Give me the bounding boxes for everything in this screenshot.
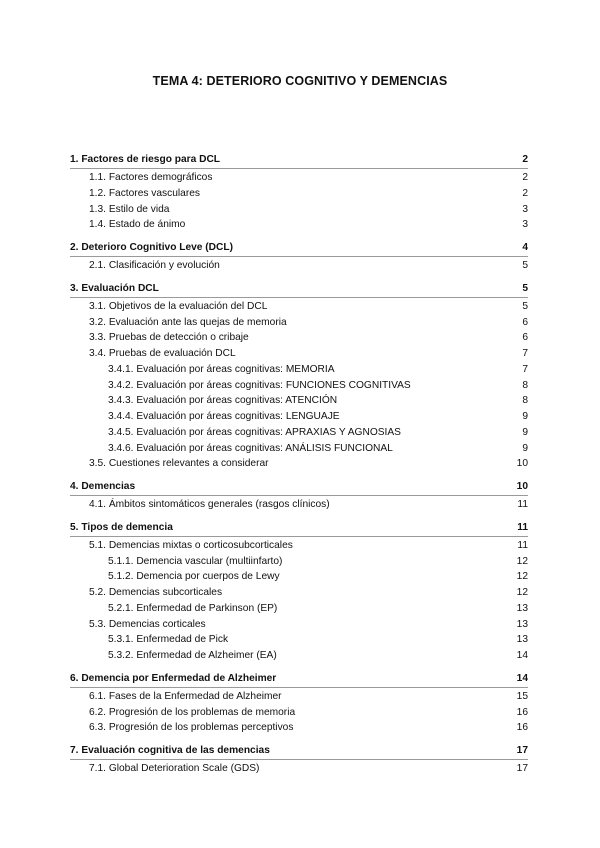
toc-page-number: 16 — [516, 722, 528, 734]
toc-subsubsection-entry[interactable] — [70, 378, 528, 394]
toc-entry-label: 6.3. Progresión de los problemas perceptivos — [89, 722, 294, 734]
toc-subsection-entry[interactable] — [70, 538, 528, 554]
toc-page-number: 11 — [517, 499, 528, 510]
toc-subsubsection-entry[interactable] — [70, 601, 528, 617]
toc-section — [70, 152, 528, 233]
toc-subsubsection-entry[interactable] — [70, 362, 528, 378]
toc-subsection-entry[interactable] — [70, 720, 528, 736]
toc-page-number: 6 — [522, 332, 528, 344]
toc-entry-label: 3.4.5. Evaluación por áreas cognitivas: APRAXIAS Y AGNOSIAS — [108, 426, 401, 438]
toc-entry-label: 3.2. Evaluación ante las quejas de memoria — [89, 316, 287, 328]
toc-entry-label: 3.4.2. Evaluación por áreas cognitivas: FUNCIONES COGNITIVAS — [108, 379, 411, 391]
toc-page-number: 2 — [522, 187, 528, 199]
toc-entry-label: 5.3. Demencias corticales — [89, 618, 206, 630]
toc-page-number: 5 — [522, 300, 528, 312]
toc-entry-label: 6.2. Progresión de los problemas de memoria — [89, 706, 296, 718]
toc-entry-label: 3.4.6. Evaluación por áreas cognitivas: ANÁLISIS FUNCIONAL — [108, 442, 393, 454]
toc-entry-label: 2.1. Clasificación y evolución — [89, 260, 220, 271]
toc-subsection-entry[interactable] — [70, 170, 528, 186]
toc-entry-label: 5.2.1. Enfermedad de Parkinson (EP) — [108, 602, 278, 614]
toc-subsection-entry[interactable] — [70, 705, 528, 721]
toc-page-number: 14 — [516, 650, 528, 661]
toc-page-number: 13 — [516, 602, 528, 614]
toc-page-number: 12 — [516, 571, 528, 583]
toc-subsection-entry[interactable] — [70, 497, 528, 513]
toc-page-number: 10 — [516, 458, 528, 470]
toc-section-heading[interactable] — [70, 281, 528, 298]
toc-subsection-entry[interactable] — [70, 456, 528, 472]
toc-subsubsection-entry[interactable] — [70, 393, 528, 409]
toc-subsubsection-entry[interactable] — [70, 409, 528, 425]
toc-entry-label: 1.4. Estado de ánimo — [89, 219, 186, 231]
toc-page-number: 12 — [516, 587, 528, 598]
toc-page-number: 13 — [516, 618, 528, 630]
toc-section — [70, 240, 528, 274]
toc-entry-label: 6.1. Fases de la Enfermedad de Alzheimer — [89, 690, 282, 702]
toc-entry-label: 5.3.1. Enfermedad de Pick — [108, 634, 229, 646]
toc-subsection-entry[interactable] — [70, 761, 528, 777]
toc-page-number: 9 — [522, 442, 528, 454]
toc-page-number: 10 — [516, 481, 528, 492]
toc-entry-label: 2. Deterioro Cognitivo Leve (DCL) — [70, 242, 234, 253]
toc-section — [70, 520, 528, 664]
toc-page-number: 9 — [522, 426, 528, 438]
toc-page-number: 8 — [522, 395, 528, 407]
toc-entry-label: 5. Tipos de demencia — [70, 521, 173, 533]
toc-subsubsection-entry[interactable] — [70, 569, 528, 585]
toc-entry-label: 3. Evaluación DCL — [70, 282, 159, 294]
toc-section-heading[interactable] — [70, 743, 528, 760]
toc-page-number: 4 — [522, 242, 528, 253]
toc-entry-label: 1.2. Factores vasculares — [89, 187, 200, 199]
table-of-contents — [70, 152, 528, 784]
toc-entry-label: 3.5. Cuestiones relevantes a considerar — [89, 458, 269, 470]
toc-page-number: 8 — [522, 379, 528, 391]
toc-page-number: 2 — [522, 172, 528, 183]
toc-subsection-entry[interactable] — [70, 299, 528, 315]
toc-section-heading[interactable] — [70, 671, 528, 688]
toc-section-heading[interactable] — [70, 152, 528, 169]
toc-entry-label: 5.1.2. Demencia por cuerpos de Lewy — [108, 571, 280, 583]
toc-entry-label: 4.1. Ámbitos sintomáticos generales (rasgos clínicos) — [89, 499, 330, 510]
toc-subsection-entry[interactable] — [70, 217, 528, 233]
toc-subsubsection-entry[interactable] — [70, 632, 528, 648]
toc-subsubsection-entry[interactable] — [70, 554, 528, 570]
toc-page-number: 14 — [516, 672, 528, 684]
toc-subsection-entry[interactable] — [70, 330, 528, 346]
toc-entry-label: 5.1. Demencias mixtas o corticosubcorticales — [89, 539, 293, 551]
toc-subsection-entry[interactable] — [70, 689, 528, 705]
toc-subsection-entry[interactable] — [70, 202, 528, 218]
toc-entry-label: 5.1.1. Demencia vascular (multiinfarto) — [108, 555, 283, 567]
toc-section — [70, 281, 528, 472]
document-title: TEMA 4: DETERIORO COGNITIVO Y DEMENCIAS — [152, 74, 448, 88]
toc-entry-label: 1. Factores de riesgo para DCL — [70, 154, 221, 165]
toc-entry-label: 7. Evaluación cognitiva de las demencias — [70, 745, 270, 756]
toc-subsection-entry[interactable] — [70, 585, 528, 601]
toc-subsection-entry[interactable] — [70, 258, 528, 274]
toc-section-heading[interactable] — [70, 520, 528, 537]
toc-subsection-entry[interactable] — [70, 186, 528, 202]
toc-entry-label: 5.2. Demencias subcorticales — [89, 587, 223, 598]
toc-page-number: 3 — [522, 219, 528, 231]
toc-page-number: 2 — [522, 154, 528, 165]
toc-entry-label: 3.4.4. Evaluación por áreas cognitivas: LENGUAJE — [108, 411, 340, 422]
toc-section — [70, 479, 528, 513]
toc-page-number: 7 — [522, 363, 528, 375]
toc-entry-label: 5.3.2. Enfermedad de Alzheimer (EA) — [108, 650, 277, 661]
toc-section-heading[interactable] — [70, 240, 528, 257]
toc-page-number: 13 — [516, 634, 528, 646]
toc-entry-label: 4. Demencias — [70, 481, 136, 492]
toc-subsubsection-entry[interactable] — [70, 648, 528, 664]
toc-page-number: 11 — [517, 539, 528, 551]
toc-page-number: 11 — [517, 521, 528, 533]
toc-entry-label: 3.4.1. Evaluación por áreas cognitivas: MEMORIA — [108, 363, 335, 375]
toc-page-number: 9 — [522, 411, 528, 422]
toc-entry-label: 7.1. Global Deterioration Scale (GDS) — [89, 763, 260, 774]
toc-page-number: 6 — [522, 316, 528, 328]
toc-subsubsection-entry[interactable] — [70, 441, 528, 457]
toc-entry-label: 3.3. Pruebas de detección o cribaje — [89, 332, 249, 344]
toc-subsection-entry[interactable] — [70, 617, 528, 633]
toc-subsection-entry[interactable] — [70, 315, 528, 331]
toc-page-number: 17 — [516, 745, 528, 756]
toc-subsubsection-entry[interactable] — [70, 425, 528, 441]
toc-page-number: 5 — [522, 282, 528, 294]
toc-entry-label: 3.4. Pruebas de evaluación DCL — [89, 348, 236, 359]
toc-entry-label: 1.3. Estilo de vida — [89, 203, 170, 215]
toc-page-number: 3 — [522, 203, 528, 215]
toc-section-heading[interactable] — [70, 479, 528, 496]
toc-page-number: 15 — [516, 690, 528, 702]
toc-page-number: 5 — [522, 260, 528, 271]
toc-entry-label: 1.1. Factores demográficos — [89, 172, 213, 183]
toc-page-number: 17 — [516, 763, 528, 774]
toc-page-number: 7 — [522, 348, 528, 359]
toc-page-number: 12 — [516, 555, 528, 567]
toc-entry-label: 3.1. Objetivos de la evaluación del DCL — [89, 300, 268, 312]
toc-entry-label: 6. Demencia por Enfermedad de Alzheimer — [70, 672, 277, 684]
toc-subsection-entry[interactable] — [70, 346, 528, 362]
toc-page-number: 16 — [516, 706, 528, 718]
toc-entry-label: 3.4.3. Evaluación por áreas cognitivas: ATENCIÓN — [108, 395, 338, 407]
toc-section — [70, 671, 528, 736]
toc-section — [70, 743, 528, 777]
